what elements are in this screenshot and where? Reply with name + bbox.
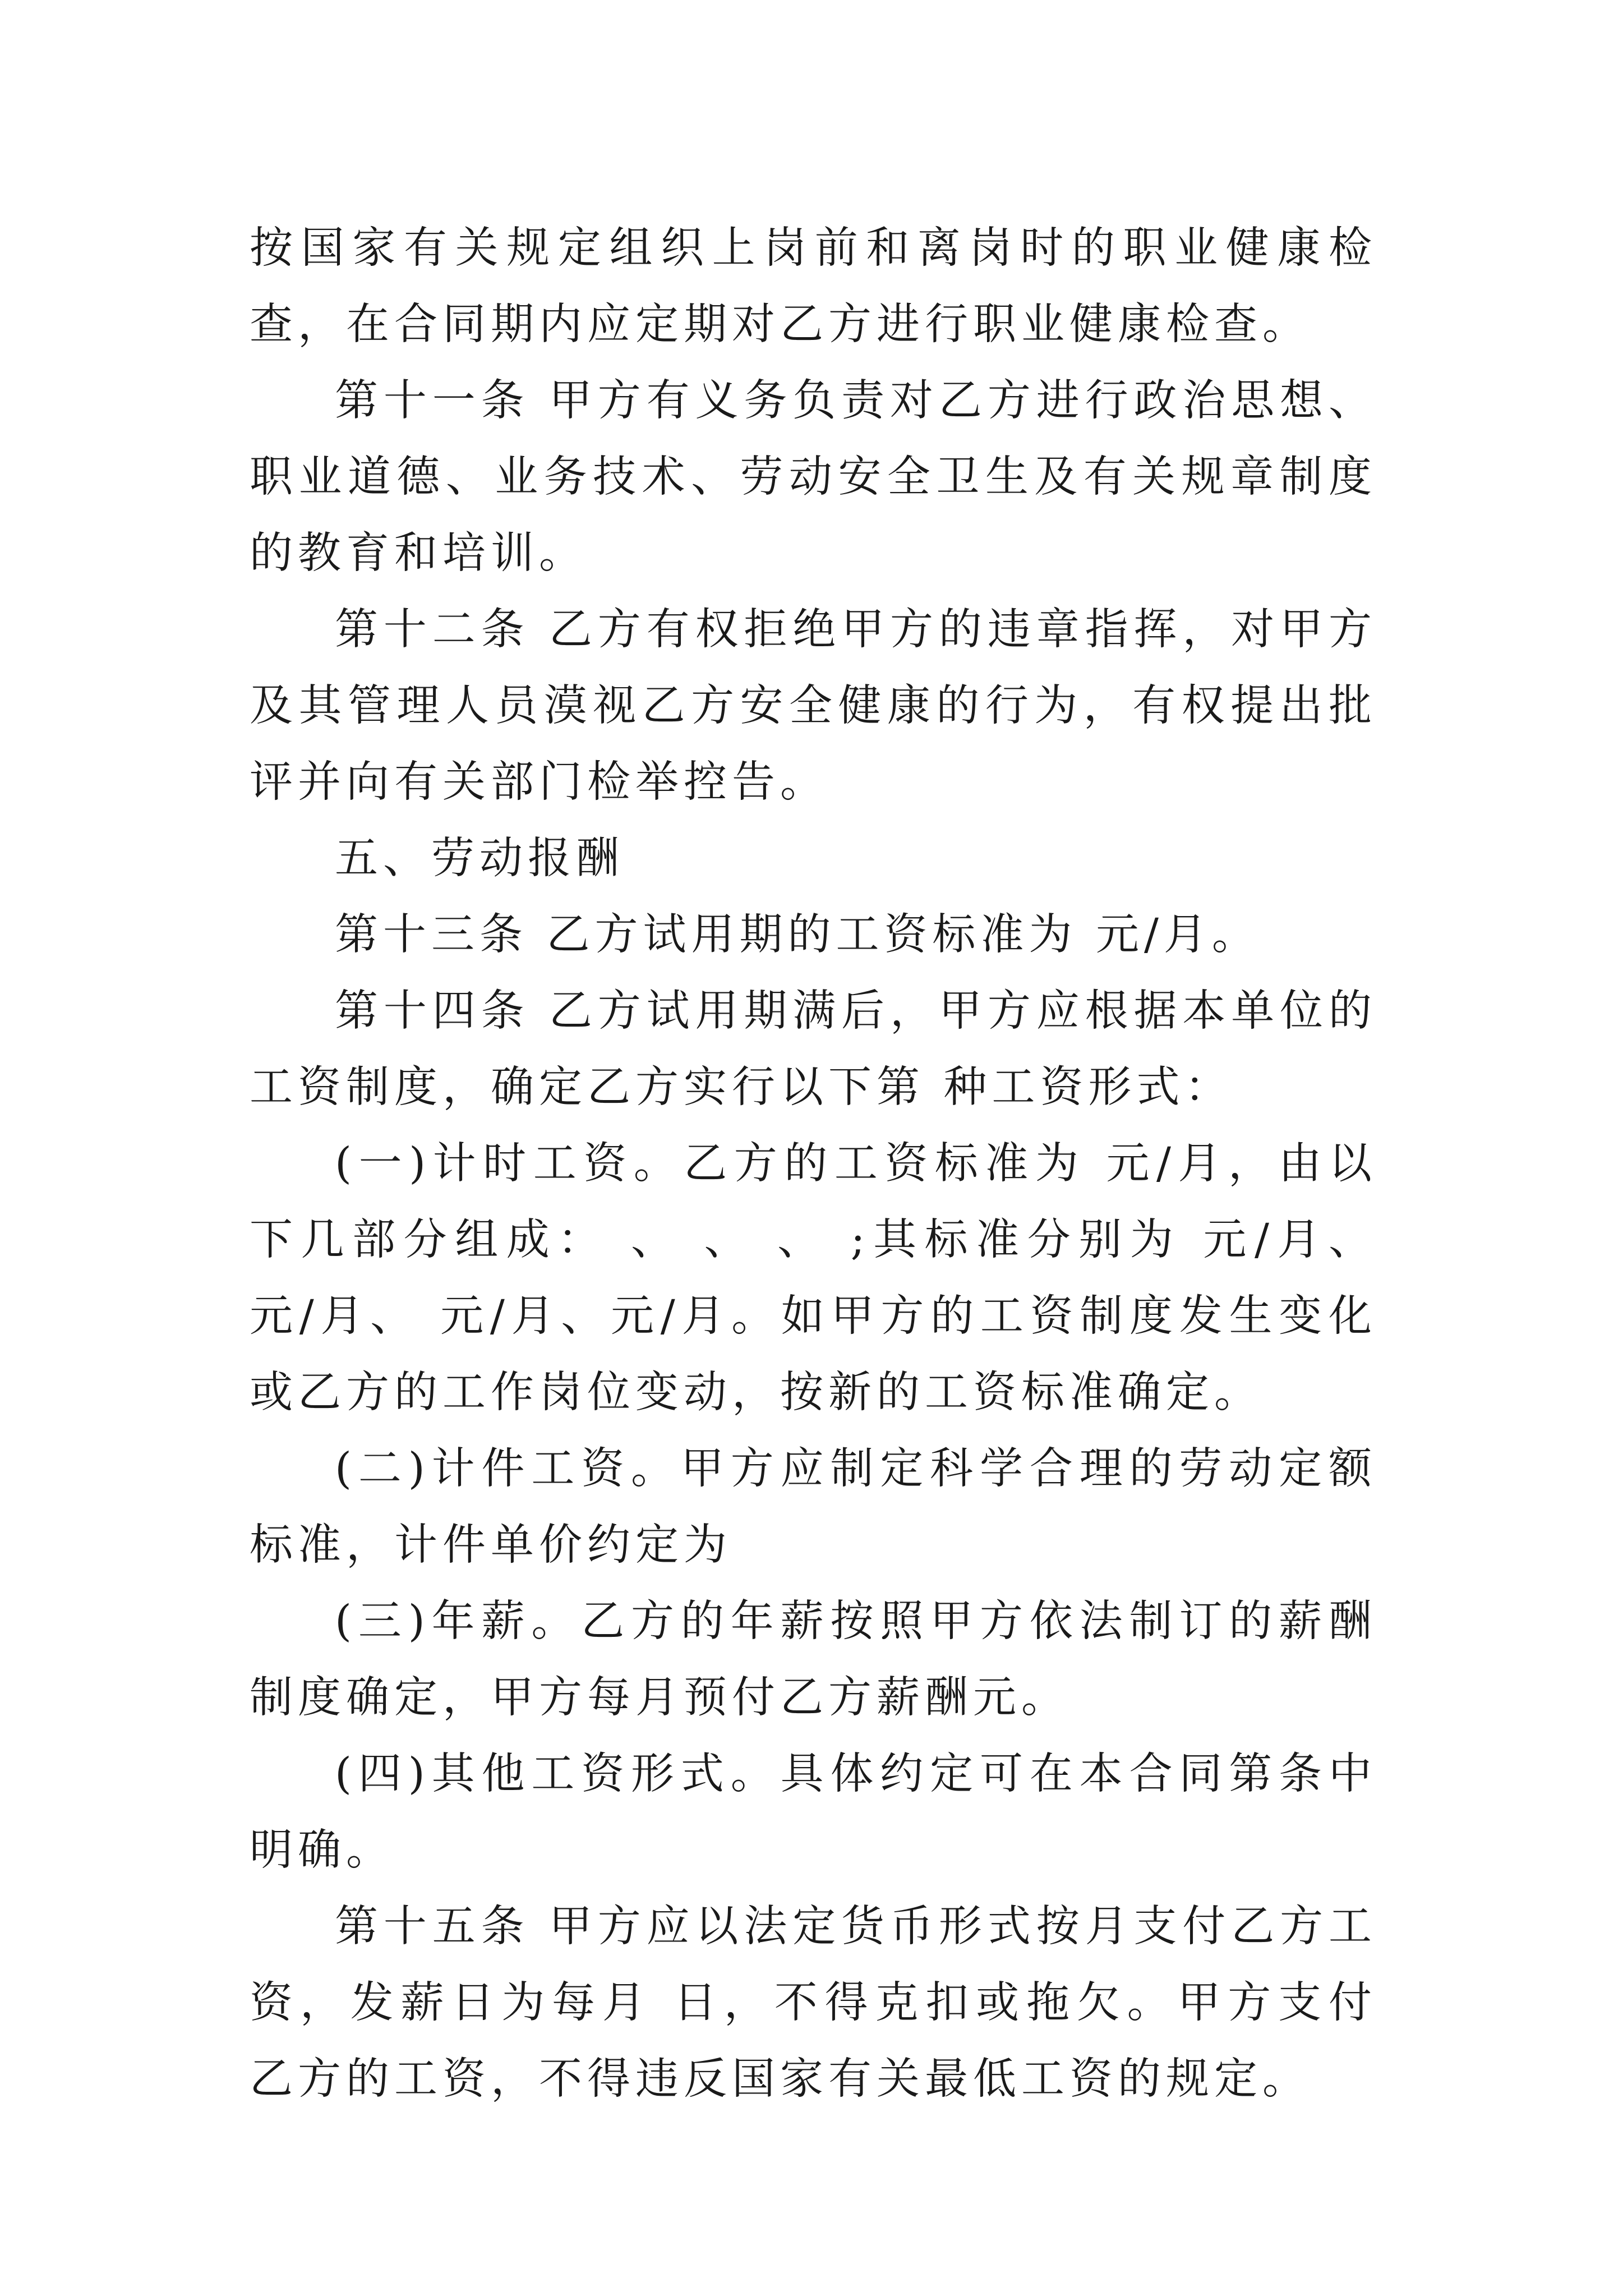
paragraph-article-14: 第十四条 乙方试用期满后，甲方应根据本单位的工资制度，确定乙方实行以下第 种工资形式： [250,986,1377,1112]
paragraph-other-wage: (四)其他工资形式。具体约定可在本合同第条中明确。 [250,1749,1377,1875]
paragraph-article-15: 第十五条 甲方应以法定货币形式按月支付乙方工资，发薪日为每月 日，不得克扣或拖欠。甲方支付乙方的工资，不得违反国家有关最低工资的规定。 [250,1902,1377,2104]
paragraph-time-wage: (一)计时工资。乙方的工资标准为 元/月，由以下几部分组成： 、 、 、 ;其标准分别为 元/月、 元/月、 元/月、元/月。如甲方的工资制度发生变化或乙方的工作岗位变动，按新的工资标准确定。 [250,1139,1377,1418]
document-body [250,210,1377,2118]
paragraph-article-13: 第十三条 乙方试用期的工资标准为 元/月。 [335,910,1260,960]
section-heading-labor-pay: 五、劳动报酬 [335,834,624,884]
paragraph-annual-salary: (三)年薪。乙方的年薪按照甲方依法制订的薪酬制度确定，甲方每月预付乙方薪酬元。 [250,1596,1377,1723]
paragraph-article-11: 第十一条 甲方有义务负责对乙方进行政治思想、职业道德、业务技术、劳动安全卫生及有关规章制度的教育和培训。 [250,376,1377,578]
paragraph-piece-wage: (二)计件工资。甲方应制定科学合理的劳动定额标准，计件单价约定为 [250,1444,1377,1570]
paragraph-article-12: 第十二条 乙方有权拒绝甲方的违章指挥，对甲方及其管理人员漠视乙方安全健康的行为，有权提出批评并向有关部门检举控告。 [250,605,1377,807]
paragraph-health-check: 按国家有关规定组织上岗前和离岗时的职业健康检查，在合同期内应定期对乙方进行职业健康检查。 [250,223,1377,349]
